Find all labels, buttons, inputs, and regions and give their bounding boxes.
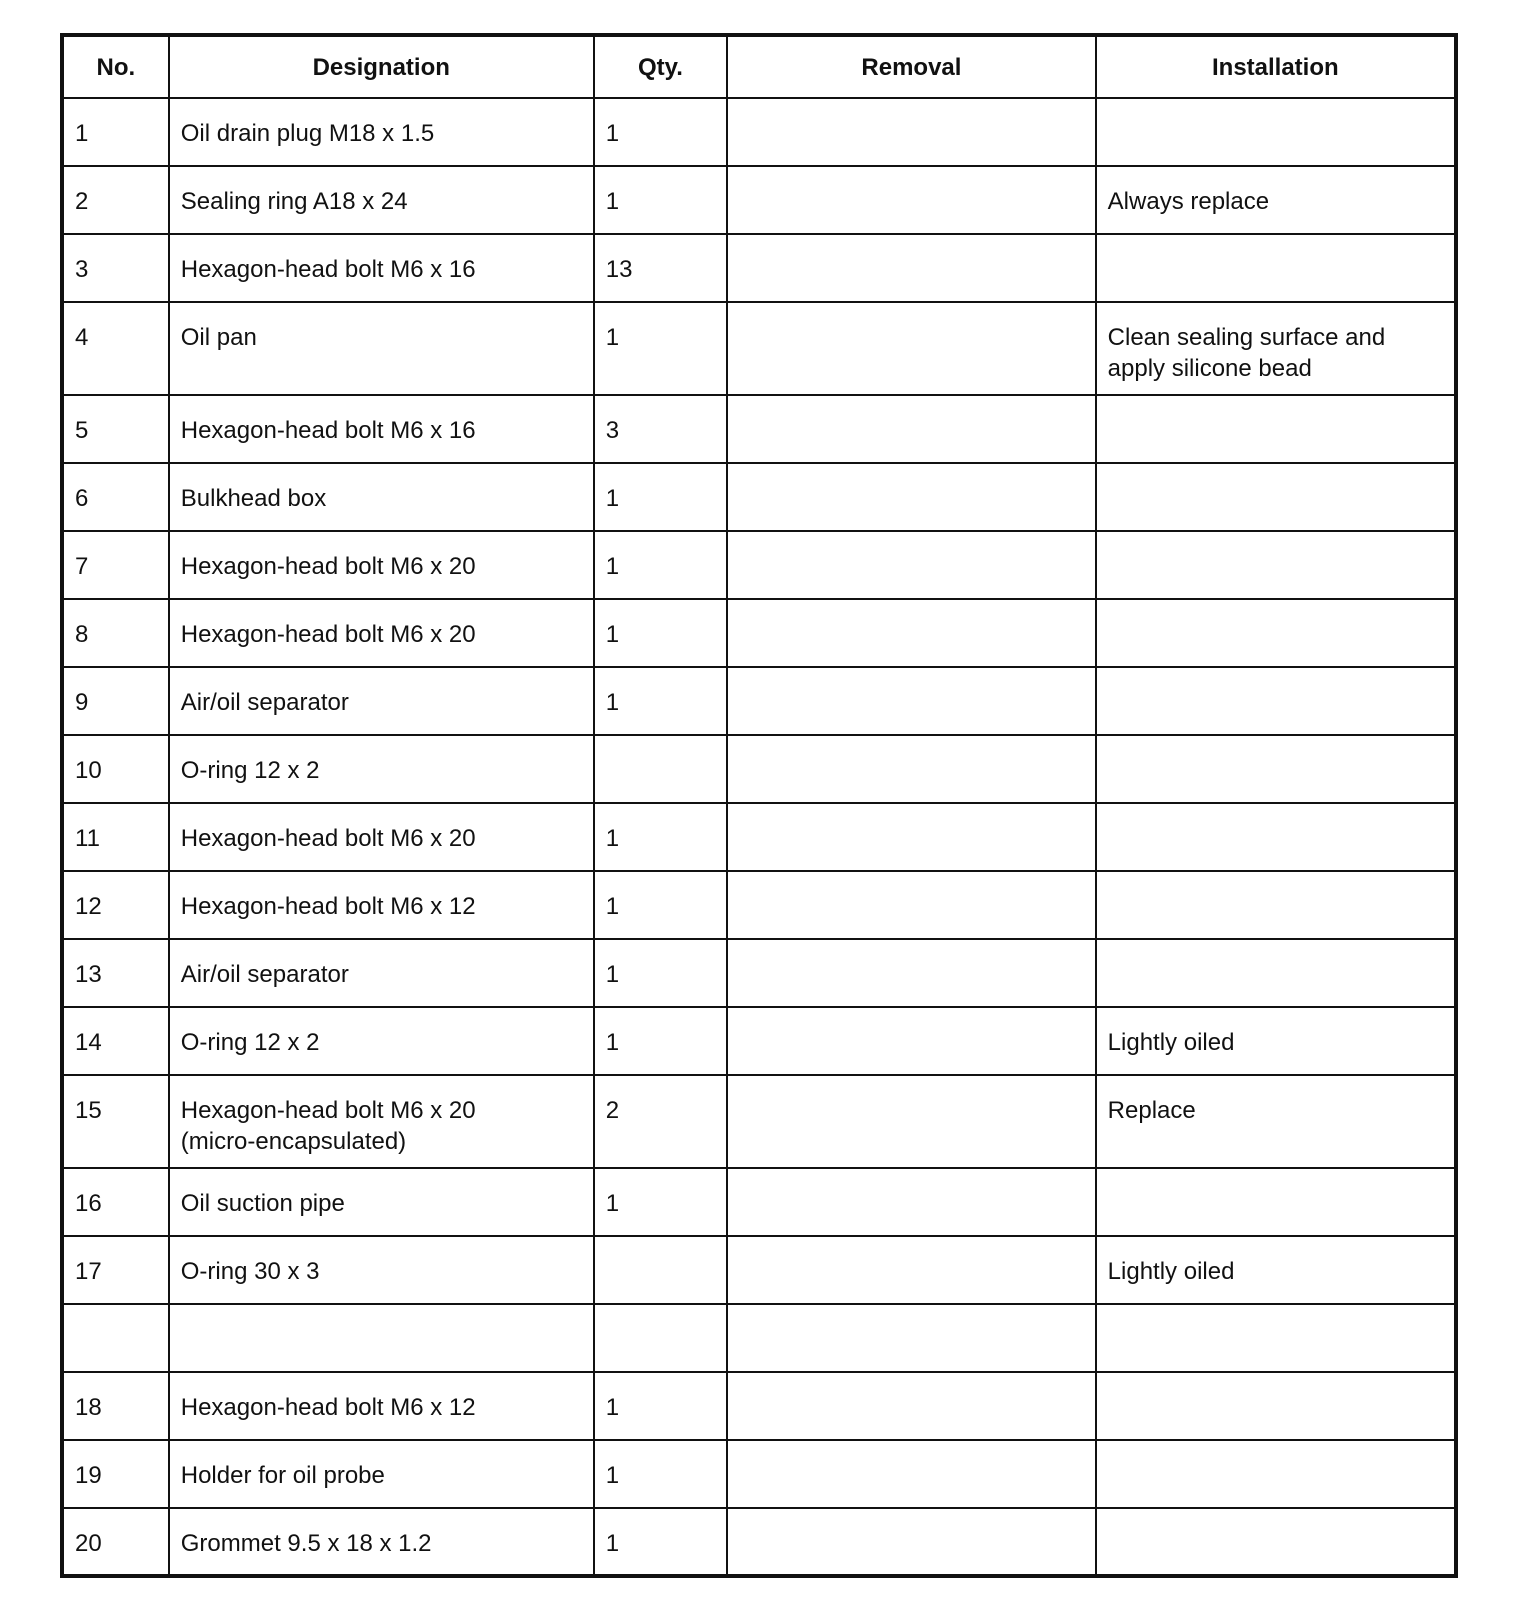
table-row xyxy=(62,234,1456,302)
cell-installation xyxy=(1096,98,1456,166)
cell-installation xyxy=(1096,1372,1456,1440)
header-qty: Qty. xyxy=(594,35,727,98)
header-row xyxy=(62,35,1456,98)
cell-installation xyxy=(1096,1440,1456,1508)
cell-no: 19 xyxy=(62,1440,169,1508)
header-no: No. xyxy=(62,35,169,98)
cell-installation xyxy=(1096,803,1456,871)
cell-designation xyxy=(169,1304,594,1372)
cell-designation: Oil drain plug M18 x 1.5 xyxy=(169,98,594,166)
cell-qty: 1 xyxy=(594,599,727,667)
cell-designation: Holder for oil probe xyxy=(169,1440,594,1508)
table-row xyxy=(62,1508,1456,1576)
cell-qty: 1 xyxy=(594,98,727,166)
cell-removal xyxy=(727,98,1096,166)
cell-designation: Hexagon-head bolt M6 x 20 (micro-encapsulated) xyxy=(169,1075,594,1168)
table-row xyxy=(62,871,1456,939)
table-row xyxy=(62,1007,1456,1075)
cell-installation: Lightly oiled xyxy=(1096,1007,1456,1075)
table-row xyxy=(62,1075,1456,1168)
cell-no: 2 xyxy=(62,166,169,234)
cell-no: 17 xyxy=(62,1236,169,1304)
table-row xyxy=(62,302,1456,395)
table-header xyxy=(62,35,1456,98)
cell-installation xyxy=(1096,1168,1456,1236)
cell-no: 13 xyxy=(62,939,169,1007)
cell-designation: O-ring 12 x 2 xyxy=(169,735,594,803)
cell-removal xyxy=(727,395,1096,463)
cell-qty: 1 xyxy=(594,667,727,735)
table-row-empty xyxy=(62,1304,1456,1372)
cell-installation xyxy=(1096,667,1456,735)
cell-no: 12 xyxy=(62,871,169,939)
cell-no: 14 xyxy=(62,1007,169,1075)
cell-no: 11 xyxy=(62,803,169,871)
cell-designation: Hexagon-head bolt M6 x 16 xyxy=(169,234,594,302)
cell-installation xyxy=(1096,871,1456,939)
cell-no xyxy=(62,1304,169,1372)
cell-removal xyxy=(727,1236,1096,1304)
table-row xyxy=(62,735,1456,803)
table-row xyxy=(62,1372,1456,1440)
cell-installation xyxy=(1096,939,1456,1007)
cell-designation: Air/oil separator xyxy=(169,667,594,735)
cell-designation: Hexagon-head bolt M6 x 16 xyxy=(169,395,594,463)
cell-qty: 1 xyxy=(594,939,727,1007)
table-body xyxy=(62,98,1456,1576)
cell-designation: Grommet 9.5 x 18 x 1.2 xyxy=(169,1508,594,1576)
cell-installation: Clean sealing surface and apply silicone bead xyxy=(1096,302,1456,395)
cell-no: 9 xyxy=(62,667,169,735)
cell-qty: 3 xyxy=(594,395,727,463)
table-row xyxy=(62,803,1456,871)
cell-qty xyxy=(594,735,727,803)
cell-installation: Replace xyxy=(1096,1075,1456,1168)
cell-designation: Oil pan xyxy=(169,302,594,395)
header-removal: Removal xyxy=(727,35,1096,98)
cell-no: 1 xyxy=(62,98,169,166)
cell-qty: 1 xyxy=(594,1007,727,1075)
table-row xyxy=(62,939,1456,1007)
cell-qty: 1 xyxy=(594,531,727,599)
cell-designation: Hexagon-head bolt M6 x 20 xyxy=(169,599,594,667)
cell-removal xyxy=(727,463,1096,531)
cell-removal xyxy=(727,735,1096,803)
cell-qty xyxy=(594,1304,727,1372)
cell-no: 8 xyxy=(62,599,169,667)
cell-no: 18 xyxy=(62,1372,169,1440)
cell-qty: 1 xyxy=(594,1372,727,1440)
header-installation: Installation xyxy=(1096,35,1456,98)
cell-no: 4 xyxy=(62,302,169,395)
cell-removal xyxy=(727,1304,1096,1372)
cell-removal xyxy=(727,1075,1096,1168)
cell-removal xyxy=(727,599,1096,667)
cell-installation xyxy=(1096,1304,1456,1372)
cell-removal xyxy=(727,871,1096,939)
cell-removal xyxy=(727,939,1096,1007)
cell-no: 16 xyxy=(62,1168,169,1236)
cell-designation: Hexagon-head bolt M6 x 20 xyxy=(169,531,594,599)
table-row xyxy=(62,531,1456,599)
cell-qty: 2 xyxy=(594,1075,727,1168)
cell-removal xyxy=(727,234,1096,302)
cell-designation: Bulkhead box xyxy=(169,463,594,531)
cell-qty: 1 xyxy=(594,1168,727,1236)
cell-installation xyxy=(1096,531,1456,599)
table-row xyxy=(62,166,1456,234)
cell-qty: 1 xyxy=(594,302,727,395)
table-row xyxy=(62,667,1456,735)
cell-qty xyxy=(594,1236,727,1304)
cell-no: 6 xyxy=(62,463,169,531)
header-designation: Designation xyxy=(169,35,594,98)
cell-designation: Air/oil separator xyxy=(169,939,594,1007)
cell-designation: O-ring 12 x 2 xyxy=(169,1007,594,1075)
cell-qty: 1 xyxy=(594,463,727,531)
cell-installation: Always replace xyxy=(1096,166,1456,234)
cell-installation xyxy=(1096,735,1456,803)
cell-removal xyxy=(727,667,1096,735)
cell-removal xyxy=(727,1007,1096,1075)
cell-no: 7 xyxy=(62,531,169,599)
cell-qty: 1 xyxy=(594,1508,727,1576)
cell-qty: 1 xyxy=(594,166,727,234)
cell-designation: Hexagon-head bolt M6 x 12 xyxy=(169,871,594,939)
table-row xyxy=(62,1168,1456,1236)
cell-qty: 1 xyxy=(594,871,727,939)
table-row xyxy=(62,599,1456,667)
cell-installation xyxy=(1096,463,1456,531)
cell-qty: 13 xyxy=(594,234,727,302)
cell-removal xyxy=(727,1508,1096,1576)
cell-installation xyxy=(1096,1508,1456,1576)
cell-designation: Hexagon-head bolt M6 x 20 xyxy=(169,803,594,871)
cell-no: 3 xyxy=(62,234,169,302)
cell-no: 20 xyxy=(62,1508,169,1576)
cell-removal xyxy=(727,1372,1096,1440)
table-row xyxy=(62,1236,1456,1304)
cell-installation xyxy=(1096,395,1456,463)
cell-no: 5 xyxy=(62,395,169,463)
parts-table xyxy=(60,33,1458,1578)
cell-removal xyxy=(727,803,1096,871)
table-row xyxy=(62,98,1456,166)
cell-removal xyxy=(727,1168,1096,1236)
cell-qty: 1 xyxy=(594,803,727,871)
table-row xyxy=(62,395,1456,463)
cell-removal xyxy=(727,531,1096,599)
cell-designation: O-ring 30 x 3 xyxy=(169,1236,594,1304)
table-row xyxy=(62,1440,1456,1508)
cell-no: 15 xyxy=(62,1075,169,1168)
cell-installation xyxy=(1096,599,1456,667)
cell-designation: Hexagon-head bolt M6 x 12 xyxy=(169,1372,594,1440)
cell-designation: Sealing ring A18 x 24 xyxy=(169,166,594,234)
cell-designation: Oil suction pipe xyxy=(169,1168,594,1236)
cell-installation xyxy=(1096,234,1456,302)
cell-removal xyxy=(727,1440,1096,1508)
table-row xyxy=(62,463,1456,531)
cell-installation: Lightly oiled xyxy=(1096,1236,1456,1304)
cell-removal xyxy=(727,302,1096,395)
cell-removal xyxy=(727,166,1096,234)
cell-no: 10 xyxy=(62,735,169,803)
cell-qty: 1 xyxy=(594,1440,727,1508)
